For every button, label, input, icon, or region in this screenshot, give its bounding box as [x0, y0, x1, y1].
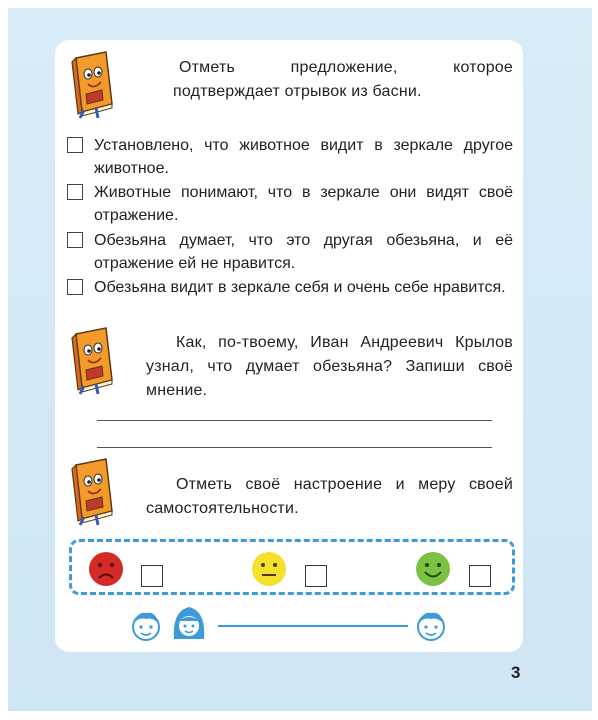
- mood-checkbox-sad[interactable]: [141, 565, 163, 587]
- answer-option[interactable]: [67, 134, 513, 180]
- answer-line[interactable]: [97, 420, 492, 421]
- answer-line[interactable]: [97, 447, 492, 448]
- book-mascot-icon: [66, 50, 120, 120]
- book-mascot-icon: [66, 457, 120, 527]
- mood-checkbox-neutral[interactable]: [305, 565, 327, 587]
- option-label: Животные понимают, что в зеркале они видят своё отражение.: [94, 184, 513, 224]
- happy-face-icon: [415, 551, 451, 587]
- checkbox[interactable]: [67, 184, 83, 200]
- neutral-face-icon: [251, 551, 287, 587]
- checkbox[interactable]: [67, 232, 83, 248]
- girl-face-icon: [170, 603, 208, 643]
- boy-face-icon: [130, 607, 162, 643]
- task2-prompt: Как, по-твоему, Иван Андреевич Крылов узнал, что думает обезьяна? Запиши своё мнение.: [146, 334, 513, 399]
- independence-scale-line[interactable]: [218, 625, 408, 627]
- option-label: Обезьяна видит в зеркале себя и очень себе нравится.: [94, 279, 506, 296]
- option-label: Обезьяна думает, что это другая обезьяна, и её отражение ей не нравится.: [94, 232, 513, 272]
- checkbox[interactable]: [67, 137, 83, 153]
- task3-prompt: Отметь своё настроение и меру своей самостоятельности.: [146, 476, 513, 517]
- answer-option[interactable]: [67, 276, 513, 299]
- answer-option[interactable]: [67, 181, 513, 227]
- checkbox[interactable]: [67, 279, 83, 295]
- boy-face-icon: [415, 607, 447, 643]
- mood-checkbox-happy[interactable]: [469, 565, 491, 587]
- sad-face-icon: [88, 551, 124, 587]
- task1-prompt: Отметь предложение, которое подтверждает отрывок из басни.: [173, 59, 513, 100]
- option-label: Установлено, что животное видит в зеркале другое животное.: [94, 137, 513, 177]
- page-number: 3: [511, 663, 521, 682]
- book-mascot-icon: [66, 326, 120, 396]
- answer-option[interactable]: [67, 229, 513, 275]
